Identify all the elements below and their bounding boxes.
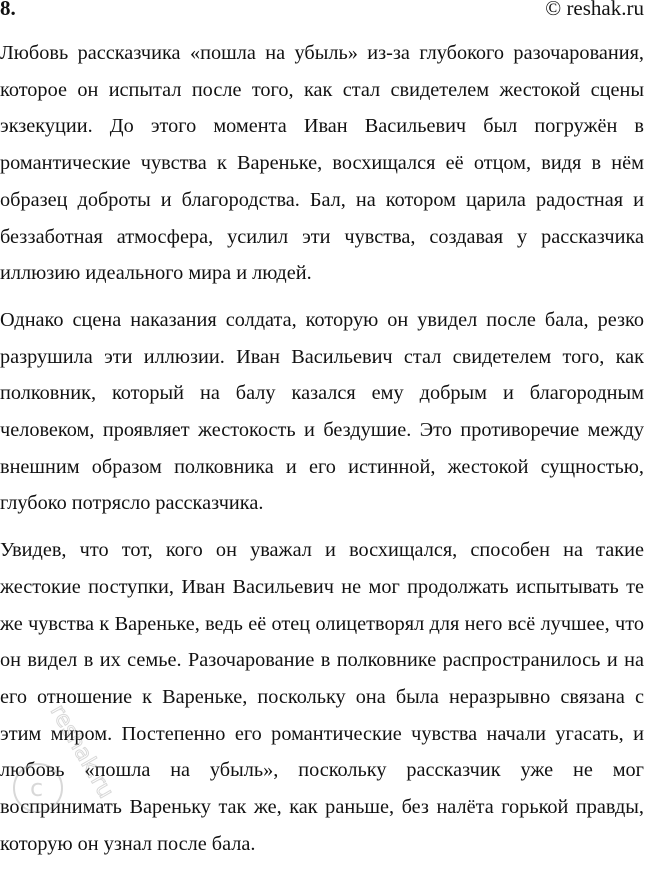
svg-text:reshak.ru: reshak.ru [44, 700, 119, 803]
svg-text:c: c [30, 774, 44, 802]
paragraph: Любовь рассказчика «пошла на убыль» из-за глубокого разочарования, которое он испытал после того, как стал свидетелем жестокой сцены экзекуции. До этого момента Иван Васильевич был погружён в романтические чувства к Вареньке, восхищался её отцом, видя в нём образец доброты и благородства. Бал, на котором царила радостная и беззаботная атмосфера, усилил эти чувства, создавая у рассказчика иллюзию идеального мира и людей. [0, 42, 644, 285]
task-number: 8. [0, 0, 16, 20]
copyright-label: © reshak.ru [545, 0, 644, 20]
paragraph: Однако сцена наказания солдата, которую он увидел после бала, резко разрушила эти иллюзии. Иван Васильевич стал свидетелем того, как полковник, который на балу казался ему добрым и благородным человеком, проявляет жестокость и бездушие. Это противоречие между внешним образом полковника и его истинной, жестокой сущностью, глубоко потрясло рассказчика. [0, 308, 644, 515]
answer-text [0, 35, 644, 872]
paragraph: Увидев, что тот, кого он уважал и восхищался, способен на такие жестокие поступки, Иван Васильевич не мог продолжать испытывать те же чувства к Вареньке, ведь её отец олицетворял для него всё лучшее, что он видел в их семье. Разочарование в полковнике распространилось и на его отношение к Вареньке, поскольку она была неразрывно связана с этим миром. Постепенно его романтические чувства начали угасать, и любовь «пошла на убыль», поскольку рассказчик уже не мог воспринимать Вареньку так же, как раньше, без налёта горькой правды, которую он узнал после бала. [0, 539, 644, 855]
page-header [0, 0, 646, 20]
